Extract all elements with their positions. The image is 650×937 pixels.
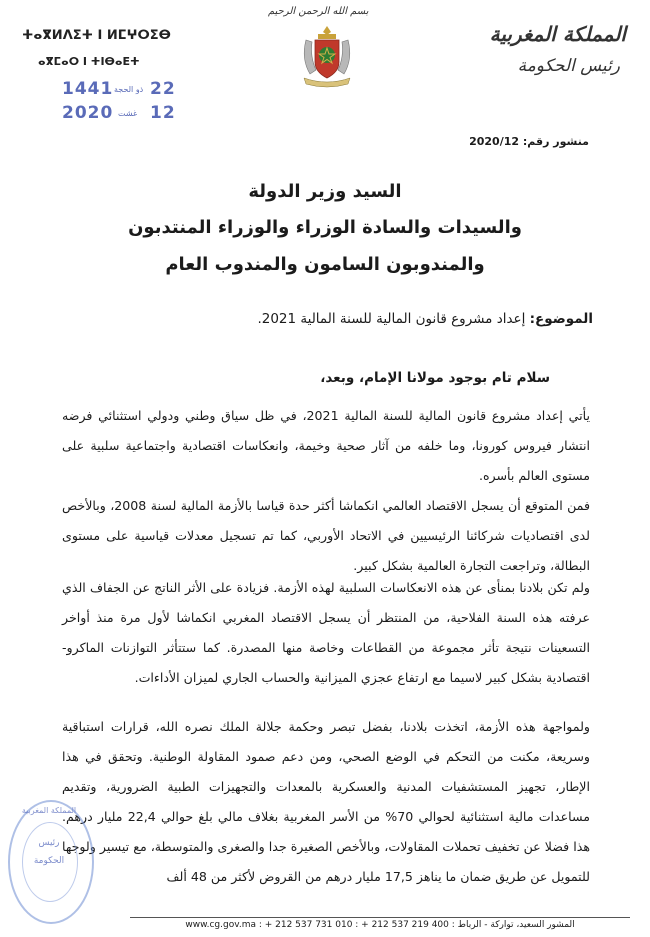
body-paragraph-4: ولمواجهة هذه الأزمة، اتخذت بلادنا، بفضل تبصر وحكمة جلالة الملك نصره الله، قرارات استباقية وسريعة، مكنت من التحكم في الوضع الصحي، ومن دعم صمود المقاولة الوطنية. وتحقق في هذا الإطار، تجهيز المستشفيات المدنية والعسكرية بالمعدات والتجهيزات الطبية الضرورية، وتقديم مساعدات مالية استثنائية لحوالي 70% من الأسر المغربية بغلاف مالي بلغ حوالي 22,4 مليار درهم. هذا فضلا عن تخفيف تحملات المقاولات، وبالأخص الصغيرة جدا والصغرى والمتوسطة، مع تيسير ولوجها للتمويل عن طريق ضمان ما يناهز 17,5 مليار درهم من القروض لأكثر من 48 ألف: [62, 719, 590, 884]
greg-day: 12: [150, 103, 176, 123]
subject-text: إعداد مشروع قانون المالية للسنة المالية 2021.: [257, 311, 526, 327]
addressee-line-1: السيد وزير الدولة: [248, 181, 402, 202]
hijri-month: ذو الحجة: [114, 85, 144, 94]
footer-divider: [130, 917, 630, 918]
seal-text-kingdom: المملكة المغربية: [21, 806, 77, 815]
subject-line: [60, 311, 593, 327]
kingdom-title: المملكة المغربية: [489, 22, 626, 46]
body-paragraph-2: فمن المتوقع أن يسجل الاقتصاد العالمي انكماشا أكثر حدة قياسا بالأزمة المالية لسنة 2008، وبالأخص لدى اقتصاديات شركائنا الرئيسيين في الاتحاد الأوربي، كما تم تسجيل معدلات قياسية على مستوى البطالة، وتراجعت التجارة العالمية بشكل كبير.: [62, 498, 590, 573]
head-of-government-title: رئيس الحكومة: [517, 56, 620, 76]
date-stamp: [52, 79, 176, 127]
body-paragraph-1: يأتي إعداد مشروع قانون المالية للسنة المالية 2021، في ظل سياق وطني ودولي استثنائي فرضه انتشار فيروس كورونا، وما خلفه من آثار صحية وخيمة، وانعكاسات اقتصادية واجتماعية سلبية على مستوى العالم بأسره.: [62, 408, 590, 483]
subject-label: الموضوع:: [529, 311, 593, 327]
greg-month: غشت: [118, 109, 138, 118]
basmala: بسم الله الرحمن الرحيم: [268, 6, 369, 17]
tifinagh-head-gov: ⴰⴳⵎⴰⵔ ⵏ ⵜⵏⴱⴰⴹⵜ: [38, 55, 140, 68]
seal-text-gov: الحكومة: [33, 856, 65, 866]
circular-number: منشور رقم: 2020/12: [469, 135, 589, 148]
coat-of-arms-emblem: [296, 24, 358, 90]
footer-contact: www.cg.gov.ma : + 212 537 731 010 : + 212 537 219 400 : المشور السعيد، تواركة - الرباط: [185, 920, 575, 930]
tifinagh-kingdom: ⵜⴰⴳⵍⴷⵉⵜ ⵏ ⵍⵎⵖⵔⵉⴱ: [22, 28, 171, 43]
addressee-line-3: والمندوبون السامون والمندوب العام: [165, 254, 485, 275]
greg-year: 2020: [62, 103, 114, 123]
hijri-year: 1441: [62, 79, 114, 99]
hijri-day: 22: [150, 79, 176, 99]
addressee-line-2: والسيدات والسادة الوزراء والوزراء المنتدبون: [128, 217, 522, 238]
greeting: سلام تام بوجود مولانا الإمام، وبعد،: [320, 370, 550, 386]
body-paragraph-3: ولم تكن بلادنا بمنأى عن هذه الانعكاسات السلبية لهذه الأزمة. فزيادة على الأثر الناتج عن الجفاف الذي عرفته هذه السنة الفلاحية، من المنتظر أن يسجل الاقتصاد المغربي انكماشا لأول مرة منذ أواخر التسعينات نتيجة تأثر مجموعة من القطاعات وخاصة منها المصدرة. كما ستتأثر التوازنات الماكرو-اقتصادية بشكل كبير لاسيما مع ارتفاع عجزي الميزانية والحساب الجاري لميزان الأداءات.: [62, 580, 590, 685]
seal-text-head: رئيس: [38, 838, 60, 848]
